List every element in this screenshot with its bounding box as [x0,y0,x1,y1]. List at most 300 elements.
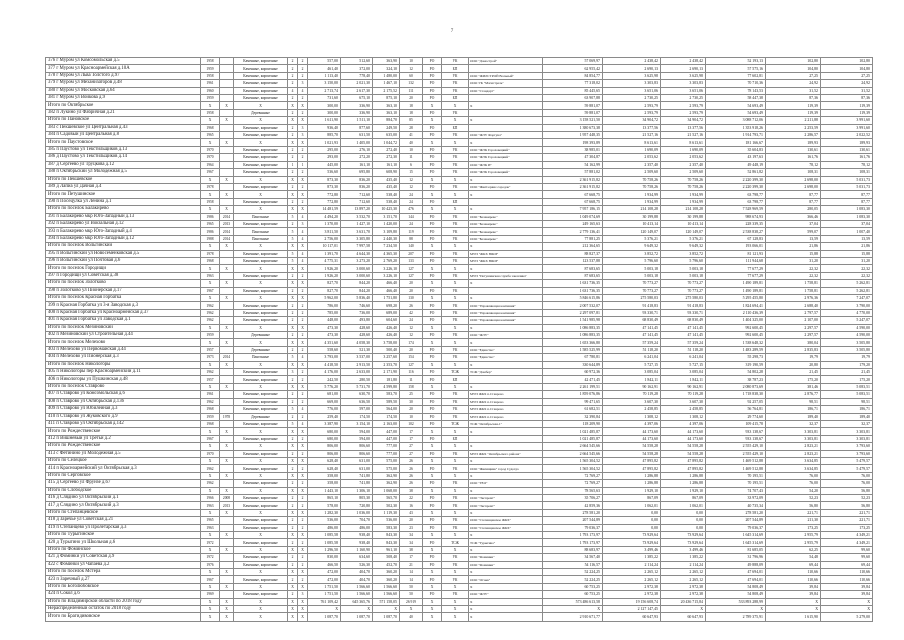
cell-floors: 2 [288,450,298,457]
cell-area-premises: 336,90 [341,102,373,109]
total-row [46,117,873,124]
cell-repair-year [220,109,234,116]
cell-repair-year [220,198,234,205]
cell-total-area: 445,00 [308,161,341,168]
total-row [46,324,873,331]
cell-cost-region: 5 727,15 [661,361,706,368]
cell-entrances: X [298,487,308,494]
cell-cost-local: 52 193,13 [706,58,766,65]
cell-cost-region: 1 062,01 [661,502,706,509]
cell-fund-method: РО [423,517,442,524]
cell-residents: 127 [400,265,423,272]
cell-address: 407 п Ставрово ул Комсомольская д.6 [46,391,201,398]
cell-residents: 158 [400,383,423,390]
cell-management-company: X [469,457,543,464]
cell-limit-cost: 39,84 [821,583,873,590]
cell-residents: 26 [400,302,423,309]
cell-total-area: 1 751,50 [308,591,341,598]
cell-cost-fund: 68 830,49 [603,317,661,324]
cell-total-area: 358,00 [308,472,341,479]
cell-cost-region: 3 651,06 [661,87,706,94]
cell-fund-method: X [423,265,442,272]
cell-build-year: 1978 [201,183,220,190]
cell-wall-material: X [234,206,288,213]
cell-cost-fund: 21 527,16 [603,132,661,139]
cell-build-year: 1972 [201,539,220,546]
cell-total-area: 806,00 [308,443,341,450]
cell-total-area: 776,00 [308,406,341,413]
cell-total-cost: 72 769,27 [543,472,603,479]
cell-area-premises: 712,60 [341,198,373,205]
cell-residents: 14 [400,569,423,576]
cell-area-premises: 3 000,60 [341,272,373,279]
cell-cost-local: 3 088 712,06 [706,117,766,124]
cell-cost-fund: 2 458,85 [603,406,661,413]
cell-area-premises: 1 405,00 [341,139,373,146]
cell-unit-cost: 1 615,90 [766,613,821,622]
cell-repair-year [220,576,234,583]
cell-fund-method: РО [423,502,442,509]
cell-unit-cost: 21,45 [766,369,821,376]
cell-cost-local: 2 555 429,10 [706,443,766,450]
cell-area-living: 2 171,90 [373,369,400,376]
cell-area-premises: 276,10 [341,146,373,153]
cell-area-living: 4 365,30 [373,250,400,257]
cell-entrances: 2 [298,517,308,524]
cell-management-type: УК [442,72,469,79]
cell-limit-cost: 5 083,51 [821,383,873,390]
cell-management-type: УК [442,354,469,361]
cell-unit-cost: 54,20 [766,487,821,494]
cell-repair-year [220,72,234,79]
cell-address: 402 п Мезиновский ул Строительная д.44 [46,332,201,339]
total-row [46,457,873,464]
cell-entrances: 3 [298,124,308,131]
total-row [46,472,873,479]
cell-cost-local: 49 888,09 [706,561,766,568]
cell-build-year: X [201,428,220,435]
cell-total-area: 885,70 [308,132,341,139]
cell-residents: 17 [400,435,423,442]
cell-management-type: УК [442,406,469,413]
cell-cost-fund: 54 558,28 [603,443,661,450]
cell-build-year: X [201,583,220,590]
cell-fund-method: РО [423,235,442,242]
cell-area-living: 272,30 [373,154,400,161]
cell-repair-year [220,309,234,316]
cell-cost-region: 70 119,28 [661,391,706,398]
cell-build-year: 1962 [201,309,220,316]
table-row [46,346,873,353]
cell-floors: 5 [288,354,298,361]
cell-residents: 28 [400,124,423,131]
cell-total-area: 1 370,00 [308,220,341,227]
cell-management-company: МУП ЖКХ п.Ставрово [469,413,543,420]
cell-build-year: 1958 [201,198,220,205]
cell-fund-method: X [423,102,442,109]
cell-floors: X [288,487,298,494]
cell-limit-cost: 189,93 [821,139,873,146]
cell-build-year: 1958 [201,58,220,65]
cell-repair-year: X [220,339,234,346]
cell-address: 389 д Лапиа ул Дачная д.4 [46,183,201,190]
cell-cost-local: 57 575,16 [706,65,766,72]
cell-area-living: 604,60 [373,317,400,324]
cell-address: 379 г Муром ул Механизаторов д.48 [46,80,201,87]
cell-entrances: X [298,176,308,183]
cell-limit-cost: 5 262,81 [821,287,873,294]
cell-unit-cost: 31,52 [766,87,821,94]
cell-build-year: 1965 [201,220,220,227]
cell-total-area: 3 150,00 [308,80,341,87]
cell-cost-region: 70 758,26 [661,176,706,183]
cell-cost-region: 5 003,18 [661,272,706,279]
cell-total-cost: 2 361 915,82 [543,176,603,183]
cell-area-premises: 2 633,00 [341,369,373,376]
cell-fund-method: X [423,569,442,576]
cell-floors: 2 [288,480,298,487]
cell-build-year: 1963 [201,502,220,509]
cell-wall-material: X [234,569,288,576]
cell-wall-material: Каменные, кирпичные [234,309,288,316]
cell-unit-cost: 173,25 [766,524,821,531]
cell-address: Итого по Владимирской области по 2018 году [46,598,201,605]
cell-total-area: 628,40 [308,457,341,464]
cell-cost-fund: 6 241,04 [603,354,661,361]
cell-entrances: 4 [298,420,308,427]
cell-repair-year [220,95,234,102]
cell-area-premises: 336,90 [341,109,373,116]
cell-fund-method: РО [423,87,442,94]
cell-management-type: УК [442,132,469,139]
cell-area-premises: 594,00 [341,428,373,435]
cell-total-area: 300,00 [308,109,341,116]
cell-total-cost: 60 972,36 [543,369,603,376]
cell-unit-cost: 27,25 [766,72,821,79]
cell-build-year: 1959 [201,413,220,420]
cell-unit-cost: 175,20 [766,376,821,383]
cell-floors: X [288,606,298,613]
cell-area-premises: 174,50 [341,413,373,420]
cell-area-premises: 938,40 [341,539,373,546]
cell-address: Итого по поселок Ставрово [46,383,201,390]
cell-residents: 140 [400,243,423,250]
cell-repair-year: X [220,583,234,590]
cell-area-premises: 2 617,30 [341,87,373,94]
cell-area-premises: 704,70 [341,517,373,524]
cell-build-year: 1957 [201,376,220,383]
cell-cost-fund: 70 773,27 [603,287,661,294]
cell-cost-local: 933 138,67 [706,428,766,435]
cell-total-cost: 249 165,63 [543,220,603,227]
cell-wall-material: X [234,243,288,250]
cell-management-company: X [469,295,543,302]
cell-cost-fund: 2 972,38 [603,591,661,598]
cell-unit-cost: 2 211,88 [766,117,821,124]
cell-management-company: ТСЖ "Октябрьская-1" [469,420,543,427]
cell-address: 421 д Фоминки ул Советская д.9 [46,554,201,561]
cell-floors: 2 [288,80,298,87]
cell-total-area: 461,40 [308,65,341,72]
cell-unit-cost: 31,20 [766,257,821,264]
cell-repair-year: X [220,613,234,622]
cell-repair-year [220,302,234,309]
cell-cost-local: 92 257,05 [706,398,766,405]
cell-repair-year [220,517,234,524]
cell-management-company [469,376,543,383]
cell-build-year: 1958 [201,72,220,79]
cell-management-company: ООО "Экспромт" [469,494,543,501]
cell-repair-year: X [220,324,234,331]
cell-area-living: 538,40 [373,198,400,205]
cell-area-living: 565,70 [373,494,400,501]
cell-floors: 3 [288,369,298,376]
cell-unit-cost: 380,04 [766,339,821,346]
cell-cost-fund: 3 499,46 [603,546,661,553]
cell-management-type: X [442,295,469,302]
table-row [46,369,873,376]
cell-floors: 2 [288,517,298,524]
cell-area-premises: 631,50 [341,132,373,139]
cell-limit-cost: 5 479,57 [821,465,873,472]
cell-total-cost: 88 683,97 [543,546,603,553]
total-row [46,428,873,435]
cell-total-area: 865,10 [308,494,341,501]
cell-management-company: X [469,487,543,494]
cell-management-company: ООО "Фоминки" [469,554,543,561]
cell-cost-region: 1 690,09 [661,146,706,153]
cell-repair-year: X [220,546,234,553]
cell-entrances: X [298,280,308,287]
cell-cost-region: 1 286,88 [661,472,706,479]
cell-entrances: X [298,191,308,198]
cell-entrances: 2 [298,309,308,316]
cell-cost-fund: 214 108,28 [603,206,661,213]
cell-management-type: УК [442,235,469,242]
cell-total-cost: 99 471,65 [543,398,603,405]
cell-fund-method: X [423,139,442,146]
cell-unit-cost: 39,84 [766,591,821,598]
cell-fund-method: РО [423,220,442,227]
cell-cost-fund: 19 156 608,74 [603,598,661,605]
cell-build-year: 1986 [201,213,220,220]
cell-area-premises: 1 427,10 [341,220,373,227]
cell-unit-cost: 13,59 [766,235,821,242]
cell-entrances: X [298,598,308,605]
cell-fund-method: РО [423,124,442,131]
table-row [46,317,873,324]
cell-floors: 2 [288,220,298,227]
cell-address: 390 п Посецулка ул Ленина д.1 [46,198,201,205]
cell-management-company: ООО "Балакирево" [469,213,543,220]
cell-cost-local: 43 197,63 [706,154,766,161]
cell-cost-region: 0,00 [661,509,706,516]
cell-wall-material: X [234,509,288,516]
cell-total-cost: 1 021 485,87 [543,428,603,435]
table-row [46,398,873,405]
cell-address: Итого по Пекшевское [46,176,201,183]
cell-management-type: УК [442,561,469,568]
cell-cost-fund: 60 647,93 [603,613,661,622]
cell-total-cost: 330 644,89 [543,361,603,368]
cell-cost-local: 207 544,89 [706,517,766,524]
cell-total-area: 873,30 [308,183,341,190]
cell-residents: 102 [400,420,423,427]
cell-entrances: X [298,361,308,368]
cell-fund-method: РО [423,435,442,442]
cell-limit-cost: 4 590,00 [821,324,873,331]
cell-entrances: 3 [298,220,308,227]
cell-repair-year [220,58,234,65]
cell-cost-region: 2 265,12 [661,569,706,576]
cell-cost-region: 54 558,28 [661,443,706,450]
cell-total-area: 1 926,20 [308,272,341,279]
cell-area-premises: 372,00 [341,65,373,72]
table-row [46,250,873,257]
cell-total-area: 830,00 [308,554,341,561]
cell-total-area: 1 113,40 [308,72,341,79]
cell-cost-fund: 51 118,20 [603,346,661,353]
cell-repair-year: X [220,428,234,435]
cell-area-premises: 3 000,60 [341,265,373,272]
cell-floors: 2 [288,376,298,383]
cell-residents: 17 [400,554,423,561]
cell-area-premises: 5 731,70 [341,383,373,390]
cell-build-year: 1967 [201,435,220,442]
cell-entrances: 2 [298,480,308,487]
cell-wall-material: X [234,606,288,613]
cell-total-cost: 85 445,65 [543,87,603,94]
cell-cost-fund: 1 929,10 [603,487,661,494]
cell-management-type: ТСЖ [442,369,469,376]
cell-total-area: 786,00 [308,302,341,309]
cell-cost-local: 1 824 694,41 [706,302,766,309]
cell-unit-cost: 2 297,57 [766,332,821,339]
cell-area-premises: X [341,606,373,613]
cell-unit-cost: 2 797,57 [766,309,821,316]
cell-repair-year [220,435,234,442]
cell-wall-material: X [234,339,288,346]
cell-management-type: УК [442,220,469,227]
cell-area-premises: 736,00 [341,309,373,316]
cell-wall-material: Каменные, кирпичные [234,435,288,442]
cell-management-type: X [442,613,469,622]
cell-cost-fund: 9 649,32 [603,243,661,250]
cell-wall-material: Панельные [234,235,288,242]
cell-area-premises: 746,60 [341,302,373,309]
cell-wall-material: Каменные, кирпичные [234,65,288,72]
cell-cost-region: 2 509,60 [661,169,706,176]
cell-entrances: X [298,428,308,435]
cell-management-company: ООО "Фоминки" [469,561,543,568]
cell-unit-cost: 2 286,57 [766,132,821,139]
cell-cost-fund: 2 114,24 [603,561,661,568]
cell-repair-year [220,332,234,339]
cell-total-cost: 79 036,37 [543,524,603,531]
cell-cost-region: 73 929,64 [661,539,706,546]
cell-area-premises: 280,50 [341,376,373,383]
cell-cost-fund: 5 796,60 [603,257,661,264]
cell-management-type: УК [442,480,469,487]
cell-wall-material: Каменные, кирпичные [234,561,288,568]
cell-area-living: 961,10 [373,546,400,553]
table-row [46,95,873,102]
cell-cost-local: 988 674,93 [706,213,766,220]
cell-cost-region: 57 359,24 [661,339,706,346]
cell-wall-material: Каменные, кирпичные [234,465,288,472]
cell-unit-cost: 54,48 [766,554,821,561]
cell-residents: 34 [400,532,423,539]
cell-residents: 127 [400,272,423,279]
cell-cost-region: 120 149,07 [661,228,706,235]
cell-cost-local: 2 220 399,30 [706,176,766,183]
cell-build-year: 1960 [201,87,220,94]
cell-limit-cost: 2 022,52 [821,132,873,139]
cell-total-area: 558,60 [308,346,341,353]
table-row [46,413,873,420]
cell-total-cost: 67 780,81 [543,354,603,361]
cell-total-area: 5 962,00 [308,295,341,302]
cell-cost-local: 54 802,28 [706,369,766,376]
total-row [46,243,873,250]
cell-area-living: 564,00 [373,406,400,413]
cell-management-type: X [442,546,469,553]
cell-fund-method: РО [423,420,442,427]
table-row [46,391,873,398]
cell-cost-local: 7 528 969,59 [706,206,766,213]
cell-management-type: X [442,324,469,331]
table-row [46,72,873,79]
cell-unit-cost: 3 303,81 [766,428,821,435]
cell-management-company: X [469,443,543,450]
cell-cost-local: 54 808,49 [706,591,766,598]
cell-residents: 43 [400,509,423,516]
cell-fund-method: РО [423,198,442,205]
cell-wall-material: Каменные, кирпичные [234,480,288,487]
cell-residents: 22 [400,494,423,501]
table-row [46,183,873,190]
cell-wall-material: Каменные, кирпичные [234,591,288,598]
cell-entrances: 2 [298,146,308,153]
cell-limit-cost: 5 247,07 [821,317,873,324]
cell-total-area: 936,40 [308,124,341,131]
cell-floors: X [288,191,298,198]
table-row [46,561,873,568]
cell-fund-method: РО [423,95,442,102]
cell-wall-material: X [234,191,288,198]
cell-fund-method: X [423,176,442,183]
cell-limit-cost: 119,39 [821,109,873,116]
cell-unit-cost: 76,00 [766,472,821,479]
cell-cost-region: X [661,606,706,613]
cell-address: Итого по Паустовское [46,139,201,146]
cell-management-type: X [442,102,469,109]
cell-cost-region: 47 141,45 [661,324,706,331]
cell-limit-cost: 119,39 [821,102,873,109]
cell-address: Итого по Пановское [46,117,201,124]
cell-residents: 132 [400,80,423,87]
table-row [46,161,873,168]
cell-cost-region: 1 286,88 [661,480,706,487]
cell-area-living: 3 226,10 [373,272,400,279]
cell-residents: 20 [400,346,423,353]
cell-area-living: 3 109,80 [373,228,400,235]
cell-cost-region: 90 162,91 [661,383,706,390]
cell-area-premises: 4 058,30 [341,339,373,346]
cell-management-type: X [442,117,469,124]
cell-repair-year: X [220,606,234,613]
cell-floors: 2 [288,554,298,561]
